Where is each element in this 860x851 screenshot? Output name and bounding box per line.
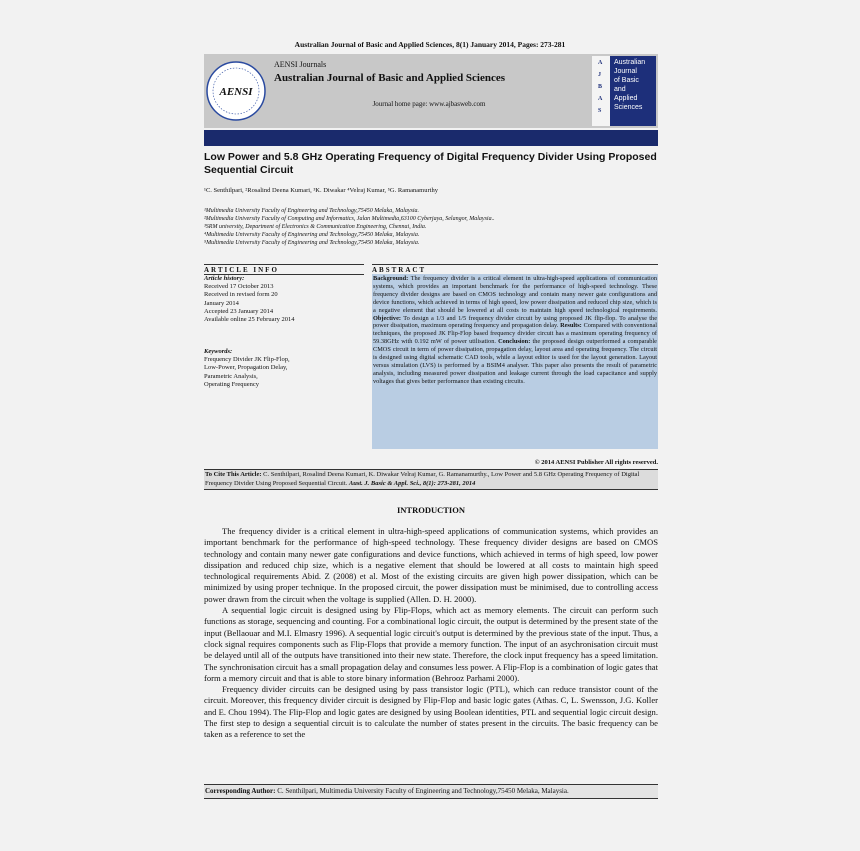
cover-strip [592, 56, 610, 126]
affiliations [204, 207, 495, 247]
corresponding-author [204, 784, 658, 799]
cover-title: Australian Journal of Basic and Applied Sciences [614, 59, 646, 111]
affiliation: ⁵Multimedia University Faculty of Engineering and Technology,75450 Melaka, Malaysia. [204, 240, 420, 246]
abstract-background: The frequency divider is a critical element in ultra-high-speed applications of communication systems, which provides an important benchmark for the performance of high-speed technology. These frequency divider designs are based on CMOS technology and contain many newer gate configurations and device functions, which achieved in terms of high speed, low power dissipation and reduced chip size, which is a negative element that should be lowered at all costs to maintain high speed technological requirements. [373, 275, 657, 314]
cite-text: C. Senthilpari, Rosalind Deena Kumari, K. Diwakar Velraj Kumar, G. Ramanamurthy., Low Power and 5.8 GHz Operating Frequency of Digital Frequency Divider Using Proposed Sequential Circuit. [205, 471, 640, 487]
author-list: ¹C. Senthilpari, ²Rosalind Deena Kumari, ³K. Diwakar ⁴Velraj Kumar, ⁵G. Ramanamurthy [204, 187, 438, 194]
introduction-body [204, 526, 658, 741]
abstract-heading: ABSTRACT [372, 264, 658, 275]
affiliation: ²Multimedia University Faculty of Computing and Informatics, Jalan Multimedia,63100 Cyberjaya, Selangor, Malaysia.. [204, 216, 495, 222]
abstract-results: Compared with conventional techniques, the proposed JK Flip-Flop based frequency divider circuit has a maximum operating frequency of 59.38GHz with 0.192 mW of power utilisation. [373, 322, 658, 346]
abstract-body [372, 274, 658, 449]
keywords-label: Keywords: [204, 348, 233, 355]
article-info-heading: ARTICLE INFO [204, 264, 364, 275]
cover-letter: A [598, 60, 603, 66]
keywords [204, 348, 364, 389]
cite-source: Aust. J. Basic & Appl. Sci., 8(1): 273-281, 2014 [348, 479, 476, 487]
cite-label: To Cite This Article: [205, 471, 262, 478]
publisher-name: AENSI Journals [274, 60, 327, 69]
history-label: Article history: [204, 275, 245, 282]
journal-homepage[interactable]: Journal home page: www.ajbasweb.com [372, 100, 486, 108]
aensi-logo [205, 56, 267, 126]
citation-box [204, 469, 658, 490]
corresponding-text: C. Senthilpari, Multimedia University Faculty of Engineering and Technology,75450 Melaka, Malaysia. [277, 787, 569, 795]
abstract-conclusion: the proposed design outperformed a comparable CMOS circuit in term of power dissipation, propagation delay, layout area and operating frequency. The circuit is designed using digital schematic CAD tools, while a layout editor is used for the layout generation. Layout versus simulation (LVS) is performed by a BSIM4 analyser. This paper also presents the result of parametric analysis, including measured power dissipation and leakage current through the load capacitance and supply voltages that gives better performance than existing circuits. [373, 338, 657, 385]
keyword: Low-Power, Propagation Delay, [204, 364, 288, 372]
cover-letter: A [598, 96, 603, 102]
keyword: Frequency Divider JK Flip-Flop, [204, 356, 290, 364]
history-item: Available online 25 February 2014 [204, 316, 295, 324]
cover-letter: S [598, 108, 602, 114]
history-item: Accepted 23 January 2014 [204, 307, 274, 315]
introduction-heading: INTRODUCTION [396, 505, 465, 515]
keyword: Parametric Analysis, [204, 372, 258, 380]
affiliation: ⁴Multimedia University Faculty of Engineering and Technology,75450 Melaka, Malaysia. [204, 232, 420, 238]
body-paragraph: The frequency divider is a critical element in ultra-high-speed applications of communication systems, which provides an important benchmark for the performance of high-speed technology. These frequency divider designs are based on CMOS technology and contain many newer gate configurations and device functions, which achieved in terms of high speed, low power dissipation and reduced chip size, which is a negative element that should be lowered at all costs to maintain high speed technological requirements Abid. Z (2008) et al. Most of the existing circuits are given high power dissipation, which can be minimized by using proper technique. In the proposed circuit, the power dissipation must be minimised, due to controlling access power drawn from the circuit when the voltage is supplied (Allen. D. H. 2000). [204, 526, 658, 604]
copyright-notice: © 2014 AENSI Publisher All rights reserved. [534, 459, 658, 466]
affiliation: ³SRM university, Department of Electronics & Communication Engineering, Chennai, India. [204, 224, 427, 230]
body-paragraph: A sequential logic circuit is designed using by Flip-Flops, which act as memory elements. The circuit can perform such functions as storage, sequencing and counting. For a combinational logic circuit, the output is determined by the present state of the input (Bellaouar and M.I. Elmasry 1996). A sequential logic circuit's output is determined by the previous state of the input. Thus, a clock signal requires components such as Flip-Flops that provide a memory function. The input of an asychronisation circuit must be delayed until all of the outputs have transitioned into their new state. Therefore, the clock input frequency has a speed limitation. The synchronisation circuit has a small propagation delay and consumes less power. A Flip-Flop is a combination of logic gates that form a memory circuit and that is able to store binary information (Behrooz Parhami 2000). [204, 605, 658, 683]
cover-letter: J [598, 72, 601, 78]
article-title: Low Power and 5.8 GHz Operating Frequency of Digital Frequency Divider Using Proposed Sequential Circuit [204, 151, 657, 176]
abstract-background-label: Background: [373, 275, 409, 282]
logo-text: AENSI [219, 86, 253, 98]
history-item: Received 17 October 2013 [204, 283, 274, 291]
abstract-conclusion-label: Conclusion: [498, 338, 531, 346]
corresponding-label: Corresponding Author: [205, 787, 276, 795]
abstract-objective-label: Objective: [373, 314, 401, 322]
body-paragraph: Frequency divider circuits can be designed using by pass transistor logic (PTL), which can reduce transistor count of the circuit. Moreover, this frequency divider circuit is designed by Flip-Flop and basic logic gates (Athas. C, L. Swensson, J.G. Koller and E. Chou 1994). The Flip-Flop and logic gates are designed by using Boolean identities, PTL and sequential logic circuit design. The first step to design a sequential circuit is to calculate the number of states present in the circuits. The basic frequency can be taken as a reference to set the [204, 684, 658, 740]
history-item: Received in revised form 20 [204, 291, 278, 299]
abstract-objective: To design a 1/3 and 1/5 frequency divider circuit by using proposed JK flip-flop. To analyse the power dissipation, maximum operating frequency and propagation delay. [373, 314, 657, 330]
journal-title: Australian Journal of Basic and Applied Sciences [274, 72, 506, 84]
banner-divider-bar [204, 130, 658, 146]
history-item: January 2014 [204, 299, 239, 307]
cover-letter: B [598, 84, 603, 90]
affiliation: ¹Multimedia University Faculty of Engineering and Technology,75450 Melaka, Malaysia. [204, 208, 420, 214]
article-history [204, 275, 364, 324]
abstract-results-label: Results: [560, 322, 582, 330]
journal-banner [204, 54, 658, 128]
running-head: Australian Journal of Basic and Applied Sciences, 8(1) January 2014, Pages: 273-281 [294, 40, 566, 49]
keyword: Operating Frequency [204, 380, 260, 388]
